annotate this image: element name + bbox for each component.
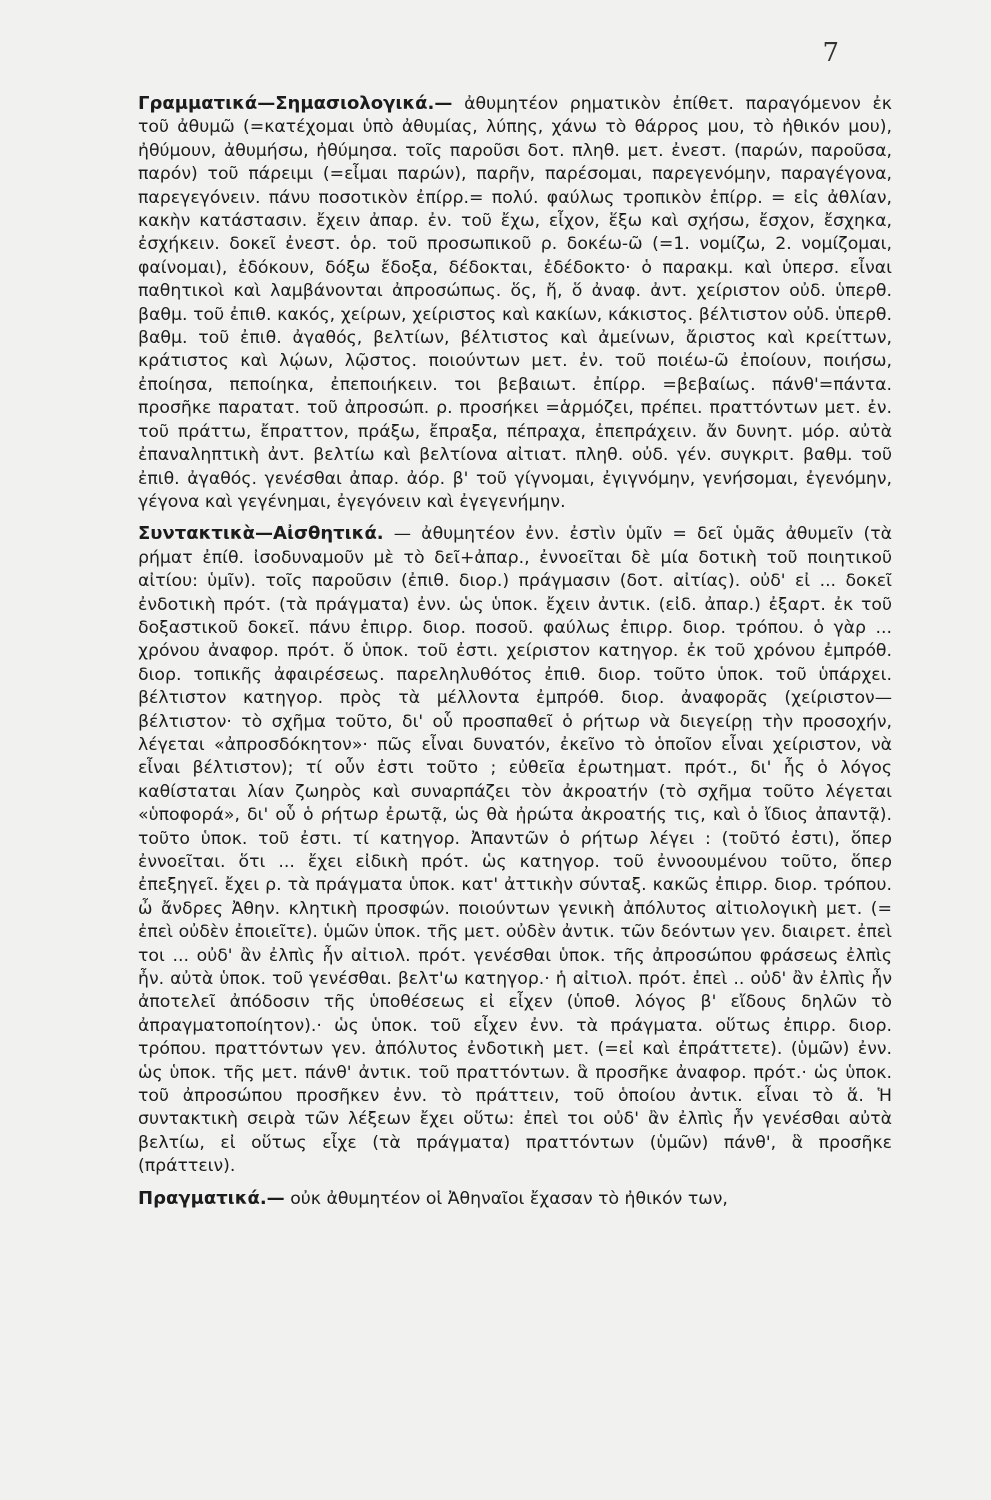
- section-text: — ἀθυμητέον ἐνν. ἐστὶν ὑμῖν = δεῖ ὑμᾶς ἀθυμεῖν (τὰ ρήματ ἐπίθ. ἰσοδυναμοῦν μὲ τὸ δεῖ+ἀπαρ., ἐννοεῖται δὲ μία δοτικὴ τοῦ ποιητικοῦ αἰτίου: ὑμῖν). τοῖς παροῦσιν (ἐπιθ. διορ.) πράγμασιν (δοτ. αἰτίας). οὐδ' εἰ ... δοκεῖ ἐνδοτικὴ πρότ. (τὰ πράγματα) ἐνν. ὡς ὑποκ. ἔχειν ἀντικ. (εἰδ. ἀπαρ.) ἐξαρτ. ἐκ τοῦ δοξαστικοῦ δοκεῖ. πάνυ ἐπιρρ. διορ. ποσοῦ. φαύλως ἐπιρρ. διορ. τρόπου. ὁ γὰρ ... χρόνου ἀναφορ. πρότ. ὅ ὑποκ. τοῦ ἐστι. χείριστον κατηγορ. ἐκ τοῦ χρόνου ἐμπρόθ. διορ. τοπικῆς ἀφαιρέσεως. παρεληλυθότος ἐπιθ. διορ. τοῦτο ὑποκ. τοῦ ὑπάρχει. βέλτιστον κατηγορ. πρὸς τὰ μέλλοντα ἐμπρόθ. διορ. ἀναφορᾶς (χείριστον—βέλτιστον· τὸ σχῆμα τοῦτο, δι' οὗ προσπαθεῖ ὁ ρήτωρ νὰ διεγείρῃ τὴν προσοχήν, λέγεται «ἀπροσδόκητον»· πῶς εἶναι δυνατόν, ἐκεῖνο τὸ ὁποῖον εἶναι χείριστον, νὰ εἶναι βέλτιστον); τί οὖν ἐστι τοῦτο ; εὐθεῖα ἐρωτηματ. πρότ., δι' ἧς ὁ λόγος καθίσταται λίαν ζωηρὸς καὶ συναρπάζει τὸν ἀκροατήν (τὸ σχῆμα τοῦτο λέγεται «ὑποφορά», δι' οὗ ὁ ρήτωρ ἐρωτᾷ, ὡς θὰ ἠρώτα ἀκροατής τις, καὶ ὁ ἴδιος ἀπαντᾷ). τοῦτο ὑποκ. τοῦ ἐστι. τί κατηγορ. Ἀπαντῶν ὁ ρήτωρ λέγει : (τοῦτό ἐστι), ὅπερ ἐννοεῖται. ὅτι ... ἔχει εἰδικὴ πρότ. ὡς κατηγορ. τοῦ ἐννοουμένου τοῦτο, ὅπερ ἐπεξηγεῖ. ἔχει ρ. τὰ πράγματα ὑποκ. κατ' ἀττικὴν σύνταξ. κακῶς ἐπιρρ. διορ. τρόπου. ὦ ἄνδρες Ἀθην. κλητικὴ προσφών. ποιούντων γενικὴ ἀπόλυτος αἰτιολογικὴ μετ. (= ἐπεὶ οὐδὲν ἐποιεῖτε). ὑμῶν ὑποκ. τῆς μετ. οὐδὲν ἀντικ. τῶν δεόντων γεν. διαιρετ. ἐπεὶ τοι ... οὐδ' ἂν ἐλπὶς ἦν αἰτιολ. πρότ. γενέσθαι ὑποκ. τῆς ἀπροσώπου φράσεως ἐλπὶς ἦν. αὐτὰ ὑποκ. τοῦ γενέσθαι. βελτ'ω κατηγορ.· ἡ αἰτιολ. πρότ. ἐπεὶ .. οὐδ' ἂν ἐλπὶς ἦν ἀποτελεῖ ἀπόδοσιν τῆς ὑποθέσεως εἰ εἶχεν (ὑποθ. λόγος β' εἴδους δηλῶν τὸ ἀπραγματοποίητον).· ὡς ὑποκ. τοῦ εἶχεν ἐνν. τὰ πράγματα. οὕτως ἐπιρρ. διορ. τρόπου. πραττόντων γεν. ἀπόλυτος ἐνδοτικὴ μετ. (=εἰ καὶ ἐπράττετε). (ὑμῶν) ἐνν. ὡς ὑποκ. τῆς μετ. πάνθ' ἀντικ. τοῦ πραττόντων. ἃ προσῆκε ἀναφορ. πρότ.· ὡς ὑποκ. τοῦ ἀπροσώπου προσῆκεν ἐνν. τὸ πράττειν, τοῦ ὁποίου ἀντικ. εἶναι τὸ ἅ. Ἡ συντακτικὴ σειρὰ τῶν λέξεων ἔχει οὕτω: ἐπεὶ τοι οὐδ' ἂν ἐλπὶς ἦν γενέσθαι αὐτὰ βελτίω, εἰ οὕτως εἶχε (τὰ πράγματα) πραττόντων (ὑμῶν) πάνθ', ἃ προσῆκε (πράττειν).: [138, 524, 892, 1177]
- section-text: ἀθυμητέον ρηματικὸν ἐπίθετ. παραγόμενον ἐκ τοῦ ἀθυμῶ (=κατέχομαι ὑπὸ ἀθυμίας, λύπης, χάνω τὸ θάρρος μου, τὸ ἠθικόν μου), ἠθύμουν, ἀθυμήσω, ἠθύμησα. τοῖς παροῦσι δοτ. πληθ. μετ. ἐνεστ. (παρών, παροῦσα, παρόν) τοῦ πάρειμι (=εἶμαι παρών), παρῆν, παρέσομαι, παρεγενόμην, παραγέγονα, παρεγεγόνειν. πάνυ ποσοτικὸν ἐπίρρ.= πολύ. φαύλως τροπικὸν ἐπίρρ. = εἰς ἀθλίαν, κακὴν κατάστασιν. ἔχειν ἀπαρ. ἐν. τοῦ ἔχω, εἶχον, ἕξω καὶ σχήσω, ἔσχον, ἔσχηκα, ἐσχήκειν. δοκεῖ ἐνεστ. ὁρ. τοῦ προσωπικοῦ ρ. δοκέω-ῶ (=1. νομίζω, 2. νομίζομαι, φαίνομαι), ἐδόκουν, δόξω ἔδοξα, δέδοκται, ἐδέδοκτο· ὁ παρακμ. καὶ ὑπερσ. εἶναι παθητικοὶ καὶ λαμβάνονται ἀπροσώπως. ὅς, ἥ, ὅ ἀναφ. ἀντ. χείριστον οὐδ. ὑπερθ. βαθμ. τοῦ ἐπιθ. κακός, χείρων, χείριστος καὶ κακίων, κάκιστος. βέλτιστον οὐδ. ὑπερθ. βαθμ. τοῦ ἐπιθ. ἀγαθός, βελτίων, βέλτιστος καὶ ἀμείνων, ἄριστος καὶ κρείττων, κράτιστος καὶ λῴων, λῷστος. ποιούντων μετ. ἐν. τοῦ ποιέω-ῶ ἐποίουν, ποιήσω, ἐποίησα, πεποίηκα, ἐπεποιήκειν. τοι βεβαιωτ. ἐπίρρ. =βεβαίως. πάνθ'=πάντα. προσῆκε παρατατ. τοῦ ἀπροσώπ. ρ. προσήκει =ἁρμόζει, πρέπει. πραττόντων μετ. ἐν. τοῦ πράττω, ἔπραττον, πράξω, ἔπραξα, πέπραχα, ἐπεπράχειν. ἄν δυνητ. μόρ. αὐτὰ ἐπαναληπτικὴ ἀντ. βελτίω καὶ βελτίονα αἰτιατ. πληθ. οὐδ. γέν. συγκριτ. βαθμ. τοῦ ἐπιθ. ἀγαθός. γενέσθαι ἀπαρ. ἀόρ. β' τοῦ γίγνομαι, ἐγιγνόμην, γενήσομαι, ἐγενόμην, γέγονα καὶ γεγένημαι, ἐγεγόνειν καὶ ἐγεγενήμην.: [138, 94, 892, 512]
- section-heading: Συντακτικὰ—Αἰσθητικά.: [138, 523, 384, 545]
- section-text: οὐκ ἀθυμητέον οἱ Ἀθηναῖοι ἔχασαν τὸ ἠθικόν των,: [290, 1188, 728, 1209]
- section-heading: Πραγματικά.—: [138, 1187, 285, 1209]
- section-factual: [138, 1187, 892, 1211]
- page-body: [138, 92, 892, 1211]
- section-syntax: [138, 522, 892, 1178]
- section-grammar: [138, 92, 892, 514]
- section-heading: Γραμματικά—Σημασιολογικά.—: [138, 93, 453, 114]
- page-number: 7: [822, 38, 839, 68]
